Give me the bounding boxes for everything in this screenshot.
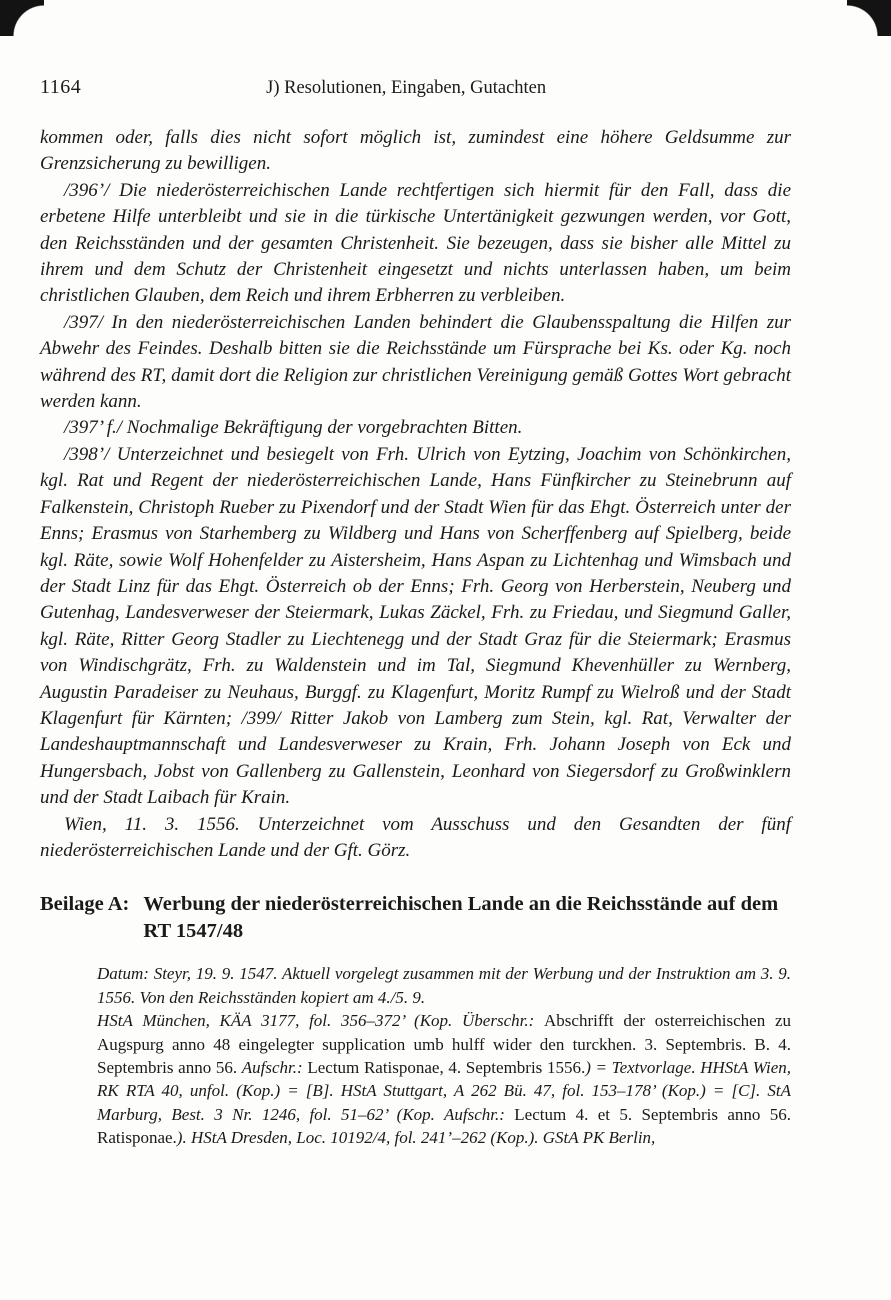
summary-paragraph-397f: /397’ f./ Nochmalige Bekräftigung der vorgebrachten Bitten. (64, 417, 523, 439)
source-run: Abschrifft der osterreichischen zu Augspurg anno 48 eingelegter supplication umb hulff wider den turckhen. 3. Septembris. B. 4. Septembris anno 56. (97, 1011, 791, 1077)
running-header (40, 76, 791, 99)
source-run: ). HStA Dresden, Loc. 10192/4, fol. 241’–262 (Kop.). GStA PK Berlin, (176, 1128, 656, 1148)
source-run: HStA München, KÄA 3177, fol. 356–372’ (Kop. Überschr.: (97, 1011, 545, 1031)
page-number: 1164 (40, 76, 82, 98)
source-run: Lectum Ratisponae, 4. Septembris 1556. (307, 1058, 586, 1077)
summary-paragraph-396: /396’/ Die niederösterreichischen Lande rechtfertigen sich hiermit für den Fall, dass die erbetene Hilfe unterbleibt und sie in die türkische Untertänigkeit gezwungen werden, vor Gott, den Reichsständen und der gesamten Christenheit. Sie bezeugen, dass sie bisher alle Mittel zu ihrem und dem Schutz der Christenheit eingesetzt und nichts unterlassen haben, um beim christlichen Glauben, dem Reich und ihrem Erbherren zu verbleiben. (40, 179, 791, 307)
apparatus-datum: Datum: Steyr, 19. 9. 1547. Aktuell vorgelegt zusammen mit der Werbung und der Instruktion am 3. 9. 1556. Von den Reichsständen kopiert am 4./5. 9. (97, 964, 791, 1007)
source-run: ) = Textvorlage. HHStA Wien, RK RTA 40, unfol. (Kop.) = [B]. HStA Stuttgart, A 262 Bü. 47, fol. 153–178’ (Kop.) = [C]. StA Marburg, Best. 3 Nr. 1246, fol. 51–62’ (Kop. Aufschr.: (97, 1058, 791, 1124)
scan-corner-top-right (847, 0, 891, 36)
running-header-title: J) Resolutionen, Eingaben, Gutachten (266, 78, 547, 98)
apparatus-block (40, 962, 791, 1149)
summary-paragraph-397: /397/ In den niederösterreichischen Landen behindert die Glaubensspaltung die Hilfen zur Abwehr des Feindes. Deshalb bitten sie die Reichsstände um Fürsprache bei Ks. oder Kg. noch während des RT, damit dort die Religion zur christlichen Vereinigung gemäß Gottes Wort gebracht werden kann. (40, 311, 791, 413)
source-run: Lectum 4. et 5. Septembris anno 56. Ratisponae. (97, 1104, 791, 1148)
apparatus-sources (97, 1009, 791, 1149)
page-body (40, 125, 791, 1150)
attachment-label: Beilage A: (40, 893, 130, 916)
source-run: Aufschr.: (241, 1058, 308, 1077)
scan-corner-top-left (0, 0, 44, 36)
continuation-paragraph: kommen oder, falls dies nicht sofort möglich ist, zumindest eine höhere Geldsumme zur Grenzsicherung zu bewilligen. (40, 127, 791, 175)
dateline-paragraph: Wien, 11. 3. 1556. Unterzeichnet vom Ausschuss und den Gesandten der fünf niederösterreichischen Lande und der Gft. Görz. (40, 813, 791, 861)
signatories-paragraph-398: /398’/ Unterzeichnet und besiegelt von Frh. Ulrich von Eytzing, Joachim von Schönkirchen, kgl. Rat und Regent der niederösterreichischen Lande, Hans Fünfkircher zu Steinebrunn auf Falkenstein, Christoph Rueber zu Pixendorf und der Stadt Wien für das Ehgt. Österreich unter der Enns; Erasmus von Starhemberg zu Wildberg und Hans von Scherffenberg auf Spielberg, beide kgl. Räte, sowie Wolf Hohenfelder zu Aistersheim, Hans Aspan zu Lichtenhag und Wimsbach und der Stadt Linz für das Ehgt. Österreich ob der Enns; Frh. Georg von Herberstein, Neuberg und Gutenhag, Landesverweser der Steiermark, Lukas Zäckel, Frh. zu Friedau, und Siegmund Galler, kgl. Räte, Ritter Georg Stadler zu Liechtenegg und der Stadt Graz für die Steiermark; Erasmus von Windischgrätz, Frh. zu Waldenstein und im Tal, Siegmund Khevenhüller zu Wernberg, Augustin Paradeiser zu Neuhaus, Burggf. zu Klagenfurt, Moritz Rumpf zu Wielroß und der Stadt Klagenfurt für Kärnten; /399/ Ritter Jakob von Lamberg zum Stein, kgl. Rat, Verwalter der Landeshauptmannschaft und Landesverweser zu Krain, Frh. Johann Joseph von Eck und Hungersbach, Jobst von Gallenberg zu Gallenstein, Leonhard von Siegersdorf zu Großwinklern und der Stadt Laibach für Krain. (40, 443, 791, 809)
attachment-title: Werbung der niederösterreichischen Lande an die Reichsstände auf dem RT 1547/48 (143, 893, 779, 943)
attachment-heading (40, 891, 791, 945)
